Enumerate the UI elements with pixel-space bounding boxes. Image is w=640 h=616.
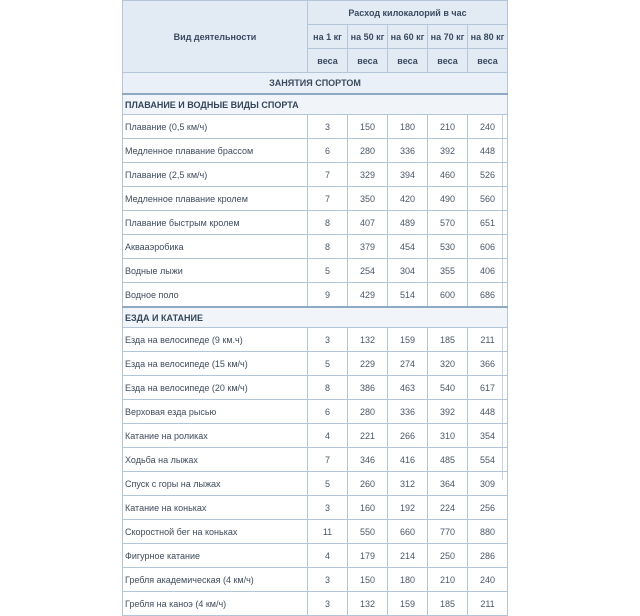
table-body xyxy=(123,73,508,616)
calorie-value: 11 xyxy=(308,520,348,544)
calorie-value: 606 xyxy=(468,235,508,259)
table-row xyxy=(123,115,508,139)
calorie-table xyxy=(122,0,508,616)
calorie-value: 3 xyxy=(308,115,348,139)
calorie-value: 454 xyxy=(388,235,428,259)
calorie-value: 550 xyxy=(348,520,388,544)
weight-header: на 50 кг xyxy=(348,25,388,49)
calorie-value: 336 xyxy=(388,400,428,424)
calorie-value: 150 xyxy=(348,115,388,139)
calorie-value: 160 xyxy=(348,496,388,520)
activity-name: Водные лыжи xyxy=(123,259,308,283)
calorie-value: 286 xyxy=(468,544,508,568)
calorie-value: 379 xyxy=(348,235,388,259)
calorie-value: 406 xyxy=(468,259,508,283)
calorie-value: 214 xyxy=(388,544,428,568)
calorie-value: 310 xyxy=(428,424,468,448)
calorie-value: 651 xyxy=(468,211,508,235)
calorie-value: 3 xyxy=(308,592,348,616)
group-title: ЕЗДА И КАТАНИЕ xyxy=(123,307,508,328)
activity-name: Гребля на каноэ (4 км/ч) xyxy=(123,592,308,616)
calorie-value: 8 xyxy=(308,235,348,259)
calorie-value: 6 xyxy=(308,400,348,424)
calorie-value: 355 xyxy=(428,259,468,283)
activity-name: Плавание (0,5 км/ч) xyxy=(123,115,308,139)
calorie-value: 394 xyxy=(388,163,428,187)
calorie-value: 392 xyxy=(428,139,468,163)
calorie-value: 7 xyxy=(308,448,348,472)
calorie-value: 240 xyxy=(468,115,508,139)
activity-name: Скоростной бег на коньках xyxy=(123,520,308,544)
calorie-value: 320 xyxy=(428,352,468,376)
calorie-value: 350 xyxy=(348,187,388,211)
table-row xyxy=(123,568,508,592)
calorie-value: 266 xyxy=(388,424,428,448)
calorie-value: 224 xyxy=(428,496,468,520)
calorie-value: 210 xyxy=(428,115,468,139)
weight-unit-header: веса xyxy=(388,49,428,73)
calorie-value: 185 xyxy=(428,592,468,616)
table-row xyxy=(123,400,508,424)
table-row xyxy=(123,187,508,211)
weight-unit-header: веса xyxy=(428,49,468,73)
calorie-value: 132 xyxy=(348,592,388,616)
calorie-value: 250 xyxy=(428,544,468,568)
activity-name: Езда на велосипеде (9 км.ч) xyxy=(123,328,308,352)
table-row xyxy=(123,544,508,568)
calorie-value: 274 xyxy=(388,352,428,376)
calorie-value: 159 xyxy=(388,592,428,616)
table-row xyxy=(123,163,508,187)
calorie-value: 526 xyxy=(468,163,508,187)
calorie-value: 3 xyxy=(308,496,348,520)
calorie-value: 463 xyxy=(388,376,428,400)
calorie-value: 429 xyxy=(348,283,388,308)
calorie-value: 179 xyxy=(348,544,388,568)
activity-name: Катание на коньках xyxy=(123,496,308,520)
table-row xyxy=(123,259,508,283)
activity-name: Фигурное катание xyxy=(123,544,308,568)
activity-name: Плавание быстрым кролем xyxy=(123,211,308,235)
calorie-value: 3 xyxy=(308,568,348,592)
calorie-value: 304 xyxy=(388,259,428,283)
calorie-value: 180 xyxy=(388,568,428,592)
weight-header: на 1 кг xyxy=(308,25,348,49)
activity-name: Медленное плавание брассом xyxy=(123,139,308,163)
calorie-value: 240 xyxy=(468,568,508,592)
calorie-value: 560 xyxy=(468,187,508,211)
calorie-value: 660 xyxy=(388,520,428,544)
table-row xyxy=(123,496,508,520)
group-header-row xyxy=(123,94,508,115)
table-row xyxy=(123,448,508,472)
calorie-value: 600 xyxy=(428,283,468,308)
calorie-value: 159 xyxy=(388,328,428,352)
calorie-value: 880 xyxy=(468,520,508,544)
calorie-value: 770 xyxy=(428,520,468,544)
activity-name: Водное поло xyxy=(123,283,308,308)
calorie-value: 448 xyxy=(468,400,508,424)
calorie-value: 8 xyxy=(308,376,348,400)
calorie-value: 7 xyxy=(308,187,348,211)
activity-name: Езда на велосипеде (15 км/ч) xyxy=(123,352,308,376)
calorie-value: 617 xyxy=(468,376,508,400)
calorie-value: 686 xyxy=(468,283,508,308)
calorie-value: 354 xyxy=(468,424,508,448)
calorie-value: 530 xyxy=(428,235,468,259)
activity-name: Катание на роликах xyxy=(123,424,308,448)
group-title: ПЛАВАНИЕ И ВОДНЫЕ ВИДЫ СПОРТА xyxy=(123,94,508,115)
calorie-value: 5 xyxy=(308,259,348,283)
weight-unit-header: веса xyxy=(468,49,508,73)
weight-header: на 60 кг xyxy=(388,25,428,49)
table-row xyxy=(123,376,508,400)
calorie-value: 485 xyxy=(428,448,468,472)
calorie-value: 312 xyxy=(388,472,428,496)
activity-name: Верховая езда рысью xyxy=(123,400,308,424)
activity-name: Гребля академическая (4 км/ч) xyxy=(123,568,308,592)
table-row xyxy=(123,424,508,448)
table-row xyxy=(123,352,508,376)
calorie-value: 8 xyxy=(308,211,348,235)
calorie-value: 254 xyxy=(348,259,388,283)
calorie-value: 210 xyxy=(428,568,468,592)
calorie-table-sheet xyxy=(122,0,505,609)
calorie-value: 392 xyxy=(428,400,468,424)
activity-column-header: Вид деятельности xyxy=(123,1,308,73)
table-row xyxy=(123,520,508,544)
calorie-value: 280 xyxy=(348,400,388,424)
calorie-value: 420 xyxy=(388,187,428,211)
calorie-value: 4 xyxy=(308,544,348,568)
calorie-value: 570 xyxy=(428,211,468,235)
activity-name: Езда на велосипеде (20 км/ч) xyxy=(123,376,308,400)
calorie-value: 460 xyxy=(428,163,468,187)
calorie-value: 7 xyxy=(308,163,348,187)
table-row xyxy=(123,139,508,163)
calorie-value: 554 xyxy=(468,448,508,472)
calorie-value: 5 xyxy=(308,472,348,496)
calorie-value: 229 xyxy=(348,352,388,376)
calorie-value: 256 xyxy=(468,496,508,520)
table-row xyxy=(123,235,508,259)
calorie-value: 132 xyxy=(348,328,388,352)
table-row xyxy=(123,592,508,616)
calorie-value: 490 xyxy=(428,187,468,211)
activity-name: Ходьба на лыжах xyxy=(123,448,308,472)
weight-header: на 70 кг xyxy=(428,25,468,49)
calorie-value: 448 xyxy=(468,139,508,163)
activity-name: Медленное плавание кролем xyxy=(123,187,308,211)
calorie-value: 280 xyxy=(348,139,388,163)
calorie-value: 3 xyxy=(308,328,348,352)
calorie-value: 540 xyxy=(428,376,468,400)
calories-group-header: Расход килокалорий в час xyxy=(308,1,508,25)
calorie-value: 5 xyxy=(308,352,348,376)
calorie-value: 329 xyxy=(348,163,388,187)
calorie-value: 211 xyxy=(468,592,508,616)
weight-header: на 80 кг xyxy=(468,25,508,49)
calorie-value: 346 xyxy=(348,448,388,472)
group-header-row xyxy=(123,307,508,328)
calorie-value: 150 xyxy=(348,568,388,592)
calorie-value: 416 xyxy=(388,448,428,472)
calorie-value: 386 xyxy=(348,376,388,400)
table-row xyxy=(123,283,508,308)
weight-unit-header: веса xyxy=(348,49,388,73)
weight-unit-header: веса xyxy=(308,49,348,73)
calorie-value: 514 xyxy=(388,283,428,308)
table-row xyxy=(123,328,508,352)
calorie-value: 4 xyxy=(308,424,348,448)
calorie-value: 366 xyxy=(468,352,508,376)
section-row xyxy=(123,73,508,95)
activity-name: Спуск с горы на лыжах xyxy=(123,472,308,496)
calorie-value: 309 xyxy=(468,472,508,496)
calorie-value: 192 xyxy=(388,496,428,520)
calorie-value: 221 xyxy=(348,424,388,448)
calorie-value: 9 xyxy=(308,283,348,308)
calorie-value: 211 xyxy=(468,328,508,352)
table-row xyxy=(123,472,508,496)
table-row xyxy=(123,211,508,235)
calorie-value: 489 xyxy=(388,211,428,235)
section-title: ЗАНЯТИЯ СПОРТОМ xyxy=(123,73,508,95)
calorie-value: 185 xyxy=(428,328,468,352)
activity-name: Аквааэробика xyxy=(123,235,308,259)
calorie-value: 6 xyxy=(308,139,348,163)
calorie-value: 180 xyxy=(388,115,428,139)
calorie-value: 260 xyxy=(348,472,388,496)
calorie-value: 407 xyxy=(348,211,388,235)
table-header xyxy=(123,1,508,73)
calorie-value: 336 xyxy=(388,139,428,163)
activity-name: Плавание (2,5 км/ч) xyxy=(123,163,308,187)
calorie-value: 364 xyxy=(428,472,468,496)
